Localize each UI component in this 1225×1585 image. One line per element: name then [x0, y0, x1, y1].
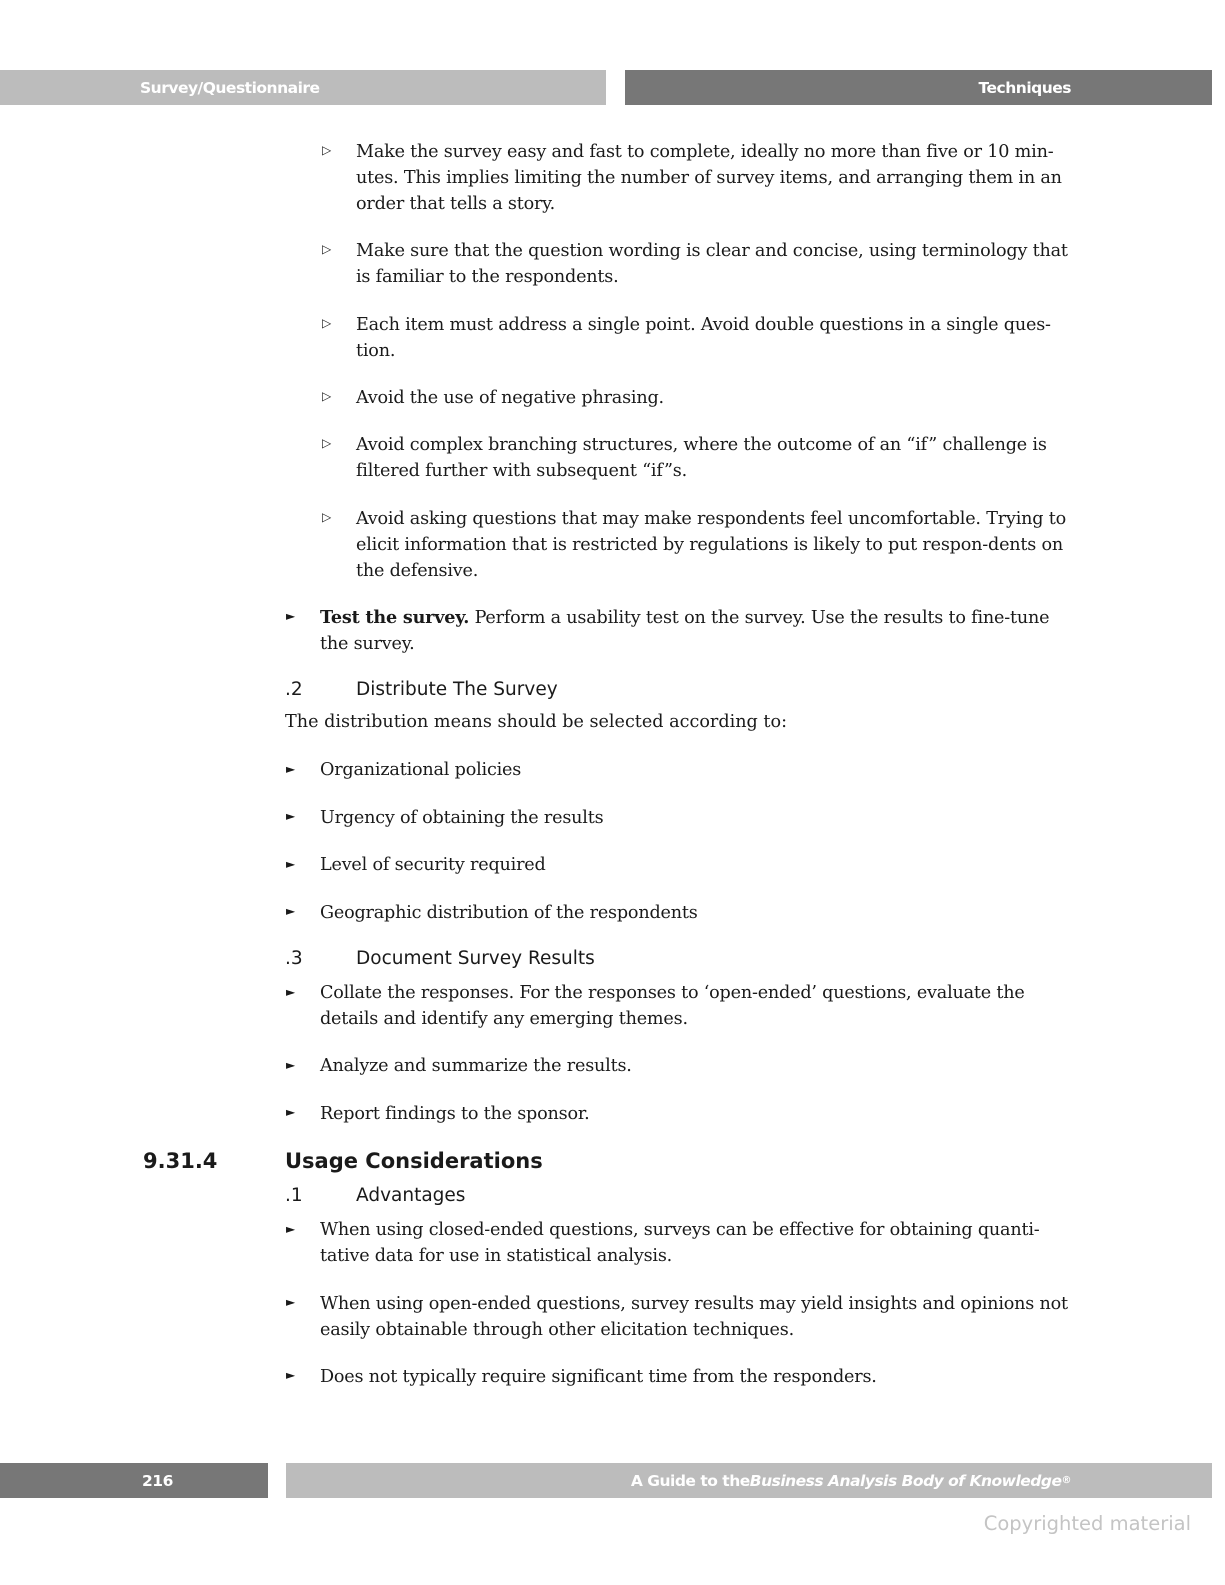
sub-bullet-item: Make sure that the question wording is clear and concise, using terminology that is familiar to the respondents. — [356, 241, 1068, 287]
test-survey-bullet — [320, 605, 1070, 657]
distribute-intro: The distribution means should be selected according to: — [285, 712, 788, 732]
open-triangle-bullet-icon: ▷ — [322, 316, 332, 330]
solid-triangle-bullet-icon: ► — [286, 1058, 296, 1072]
copyright-watermark: Copyrighted material — [983, 1512, 1191, 1535]
subheading-title: Advantages — [356, 1185, 466, 1206]
open-triangle-bullet-icon: ▷ — [322, 510, 332, 524]
solid-triangle-bullet-icon: ► — [286, 904, 296, 918]
solid-triangle-bullet-icon: ► — [286, 1222, 296, 1236]
solid-triangle-bullet-icon: ► — [286, 1295, 296, 1309]
distribute-bullet: Level of security required — [320, 855, 546, 875]
running-header-section: Survey/Questionnaire — [0, 70, 606, 105]
subheading-number: .2 — [285, 679, 303, 700]
sub-bullet-item: Avoid asking questions that may make respondents feel uncomfortable. Trying to elicit information that is restricted by regulations is likely to put respon-dents on the defensive. — [356, 509, 1066, 581]
solid-triangle-bullet-icon: ► — [286, 1105, 296, 1119]
test-survey-lead: Test the survey. — [320, 607, 470, 628]
distribute-bullet: Urgency of obtaining the results — [320, 808, 604, 828]
sub-bullet-item: Avoid complex branching structures, where the outcome of an “if” challenge is filtered further with subsequent “if”s. — [356, 435, 1047, 481]
subheading-title: Distribute The Survey — [356, 679, 558, 700]
subheading-title: Document Survey Results — [356, 948, 595, 969]
distribute-bullet: Organizational policies — [320, 760, 522, 780]
page-number: 216 — [0, 1463, 268, 1498]
solid-triangle-bullet-icon: ► — [286, 985, 296, 999]
open-triangle-bullet-icon: ▷ — [322, 389, 332, 403]
sub-bullet-item: Each item must address a single point. Avoid double questions in a single ques-tion. — [356, 315, 1051, 361]
advantage-bullet: Does not typically require significant time from the responders. — [320, 1367, 877, 1387]
registered-mark: ® — [1061, 1475, 1071, 1486]
solid-triangle-bullet-icon: ► — [286, 762, 296, 776]
document-bullet: Report findings to the sponsor. — [320, 1104, 590, 1124]
footer-title-prefix: A Guide to the — [630, 1471, 750, 1490]
solid-triangle-bullet-icon: ► — [286, 809, 296, 823]
test-survey-text: Perform a usability test on the survey. Use the results to fine-tune the survey. — [320, 608, 1050, 654]
solid-triangle-bullet-icon: ► — [286, 1368, 296, 1382]
sub-bullet-item: Avoid the use of negative phrasing. — [356, 388, 664, 408]
sub-bullet-item: Make the survey easy and fast to complete, ideally no more than five or 10 min-utes. This implies limiting the number of survey items, and arranging them in an order that tells a story. — [356, 142, 1062, 214]
subheading-number: .3 — [285, 948, 303, 969]
solid-triangle-bullet-icon: ► — [286, 857, 296, 871]
running-footer-title — [286, 1463, 1212, 1498]
subheading-number: .1 — [285, 1185, 303, 1206]
footer-title-italic: Business Analysis Body of Knowledge — [749, 1471, 1062, 1490]
open-triangle-bullet-icon: ▷ — [322, 436, 332, 450]
open-triangle-bullet-icon: ▷ — [322, 143, 332, 157]
section-number: 9.31.4 — [143, 1149, 218, 1173]
section-title: Usage Considerations — [285, 1149, 543, 1173]
open-triangle-bullet-icon: ▷ — [322, 242, 332, 256]
advantage-bullet: When using closed-ended questions, surveys can be effective for obtaining quanti-tative data for use in statistical analysis. — [320, 1220, 1040, 1266]
advantage-bullet: When using open-ended questions, survey results may yield insights and opinions not easily obtainable through other elicitation techniques. — [320, 1294, 1068, 1340]
document-bullet: Analyze and summarize the results. — [320, 1056, 632, 1076]
solid-triangle-bullet-icon: ► — [286, 609, 296, 623]
running-header-chapter: Techniques — [625, 70, 1212, 105]
distribute-bullet: Geographic distribution of the respondents — [320, 903, 698, 923]
document-bullet: Collate the responses. For the responses to ‘open-ended’ questions, evaluate the details and identify any emerging themes. — [320, 983, 1025, 1029]
